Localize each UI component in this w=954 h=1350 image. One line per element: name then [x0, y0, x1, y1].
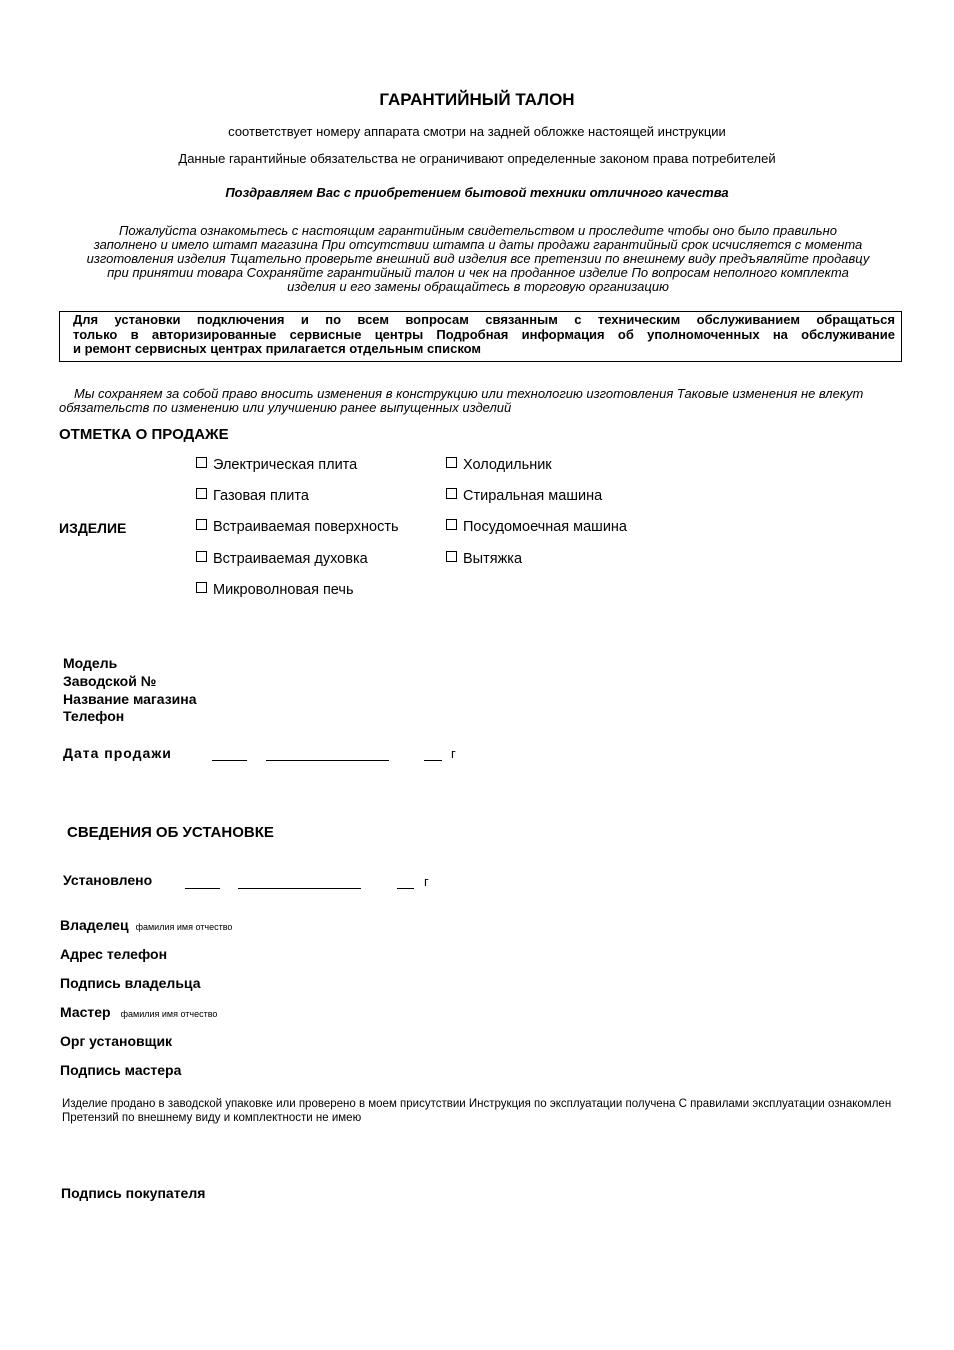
service-line-3: и ремонт сервисных центрах прилагается отдельным списком [73, 341, 482, 356]
serial-number-label: Заводской № [63, 673, 157, 689]
changes-disclaimer: Мы сохраняем за собой право вносить изменения в конструкцию или технологию изготовления Таковые изменения не влекут обязательств по изменению или улучшению ранее выпущенных изделий [59, 386, 864, 415]
checkbox-builtin-hob[interactable] [196, 519, 399, 535]
checkbox-label: Стиральная машина [463, 488, 603, 504]
checkbox-microwave[interactable] [196, 582, 354, 598]
checkbox-icon [446, 551, 457, 562]
master-hint: фамилия имя отчество [120, 1009, 218, 1019]
sale-month-field[interactable] [266, 760, 389, 761]
model-label: Модель [63, 655, 118, 671]
sale-heading: ОТМЕТКА О ПРОДАЖЕ [59, 426, 229, 443]
sale-date-label: Дата продажи [63, 745, 172, 761]
checkbox-icon [196, 519, 207, 530]
store-name-label: Название магазина [63, 691, 197, 707]
intro-paragraph: Пожалуйста ознакомьтесь с настоящим гарантийным свидетельством и проследите чтобы оно было правильно заполнено и имело штамп магазина При отсутствии штампа и даты продажи гарантийный срок исчисляется с момента изготовления изделия Тщательно проверьте внешний вид изделия все претензии по внешнему виду предъявляйте продавцу при принятии товара Сохраняйте гарантийный талон и чек на проданное изделие По вопросам неполного комплекта изделия и его замены обращайтесь в торговую организацию [86, 223, 870, 294]
checkbox-refrigerator[interactable] [446, 457, 552, 473]
buyer-acknowledgement: Изделие продано в заводской упаковке или проверено в моем присутствии Инструкция по эксплуатации получена С правилами эксплуатации ознакомлен Претензий по внешнему виду и комплектности не имею [62, 1098, 892, 1124]
sale-year-field[interactable] [424, 760, 442, 761]
install-year-field[interactable] [397, 888, 414, 889]
checkbox-dishwasher[interactable] [446, 519, 627, 535]
checkbox-label: Микроволновая печь [213, 582, 354, 598]
install-year-suffix: г [424, 874, 429, 889]
checkbox-icon [446, 519, 457, 530]
serial-note: соответствует номеру аппарата смотри на задней обложке настоящей инструкции [228, 124, 726, 139]
service-line-2: только в авторизированные сервисные центры Подробная информация об уполномоченных на обслуживание [73, 326, 895, 342]
checkbox-label: Встраиваемая поверхность [213, 519, 399, 535]
master-field [60, 1004, 217, 1020]
master-signature-label: Подпись мастера [60, 1062, 182, 1078]
install-day-field[interactable] [185, 888, 220, 889]
rights-note: Данные гарантийные обязательства не ограничивают определенные законом права потребителей [178, 151, 776, 166]
owner-signature-label: Подпись владельца [60, 975, 201, 991]
checkbox-gas-stove[interactable] [196, 488, 309, 504]
congrats-text: Поздравляем Вас с приобретением бытовой техники отличного качества [225, 185, 729, 200]
checkbox-electric-stove[interactable] [196, 457, 357, 473]
checkbox-icon [446, 488, 457, 499]
checkbox-builtin-oven[interactable] [196, 551, 368, 567]
checkbox-label: Посудомоечная машина [463, 519, 627, 535]
checkbox-label: Вытяжка [463, 551, 523, 567]
address-phone-label: Адрес телефон [60, 946, 168, 962]
sale-day-field[interactable] [212, 760, 247, 761]
installer-org-label: Орг установщик [60, 1033, 173, 1049]
page-title: ГАРАНТИЙНЫЙ ТАЛОН [379, 90, 575, 109]
service-line-1: Для установки подключения и по всем вопросам связанным с техническим обслуживанием обращаться [73, 312, 895, 327]
owner-label: Владелец [60, 917, 129, 933]
phone-label: Телефон [63, 708, 125, 724]
checkbox-icon [196, 457, 207, 468]
product-label: ИЗДЕЛИЕ [59, 520, 127, 536]
checkbox-icon [196, 551, 207, 562]
checkbox-icon [196, 488, 207, 499]
checkbox-label: Электрическая плита [213, 457, 358, 473]
checkbox-icon [446, 457, 457, 468]
checkbox-label: Холодильник [463, 457, 552, 473]
checkbox-icon [196, 582, 207, 593]
checkbox-label: Газовая плита [213, 488, 309, 504]
service-info-box [59, 311, 902, 362]
buyer-signature-label: Подпись покупателя [61, 1185, 206, 1201]
sale-year-suffix: г [451, 746, 456, 761]
master-label: Мастер [60, 1004, 111, 1020]
installed-label: Установлено [63, 872, 153, 888]
checkbox-hood[interactable] [446, 551, 522, 567]
checkbox-label: Встраиваемая духовка [213, 551, 368, 567]
owner-hint: фамилия имя отчество [135, 922, 233, 932]
owner-field [60, 917, 232, 933]
install-heading: СВЕДЕНИЯ ОБ УСТАНОВКЕ [67, 824, 274, 841]
checkbox-washing-machine[interactable] [446, 488, 602, 504]
install-month-field[interactable] [238, 888, 361, 889]
